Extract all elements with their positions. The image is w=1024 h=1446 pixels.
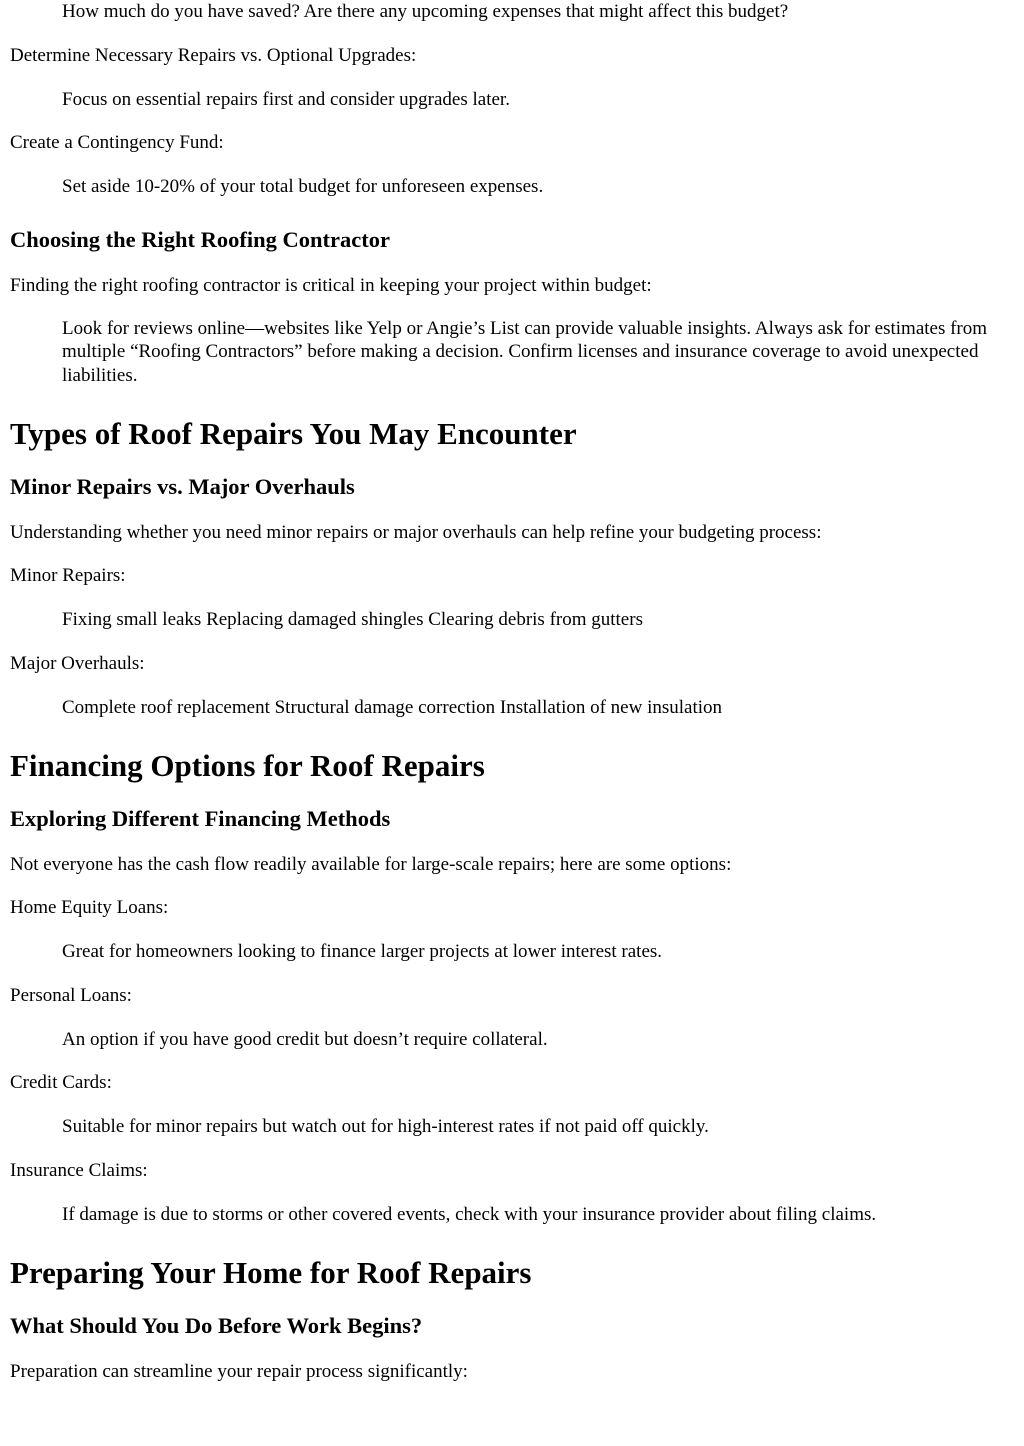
contingency-label: Create a Contingency Fund: xyxy=(10,132,224,153)
types-intro: Understanding whether you need minor repairs or major overhauls can help refine your budgeting process: xyxy=(10,522,822,543)
repairs-text: Focus on essential repairs first and consider upgrades later. xyxy=(62,88,510,110)
contractor-quote: Look for reviews online—websites like Yelp or Angie’s List can provide valuable insights. Always ask for estimates from multiple “Roofing Contractors” before making a decision. Confirm licenses and insurance coverage to avoid unexpected liabilities. xyxy=(62,317,988,386)
preparing-heading: Preparing Your Home for Roof Repairs xyxy=(10,1255,532,1290)
financing-option-label: Credit Cards: xyxy=(10,1072,112,1093)
financing-option-label: Personal Loans: xyxy=(10,984,132,1006)
financing-option-text: Suitable for minor repairs but watch out for high-interest rates if not paid off quickly. xyxy=(62,1116,709,1137)
financing-intro: Not everyone has the cash flow readily available for large-scale repairs; here are some options: xyxy=(10,854,732,875)
financing-option-text: If damage is due to storms or other covered events, check with your insurance provider about filing claims. xyxy=(62,1203,877,1225)
financing-option-label: Home Equity Loans: xyxy=(10,897,169,918)
repairs-label: Determine Necessary Repairs vs. Optional Upgrades: xyxy=(10,44,417,66)
financing-option-text: An option if you have good credit but doesn’t require collateral. xyxy=(62,1028,548,1050)
types-heading: Types of Roof Repairs You May Encounter xyxy=(10,416,577,451)
major-overhauls-text: Complete roof replacement Structural damage correction Installation of new insulation xyxy=(62,696,723,718)
preparing-intro: Preparation can streamline your repair process significantly: xyxy=(10,1361,468,1382)
financing-heading: Financing Options for Roof Repairs xyxy=(10,748,485,783)
contingency-text: Set aside 10-20% of your total budget for unforeseen expenses. xyxy=(62,176,544,197)
financing-option-text: Great for homeowners looking to finance larger projects at lower interest rates. xyxy=(62,941,663,962)
preparing-subheading: What Should You Do Before Work Begins? xyxy=(10,1313,423,1338)
financing-subheading: Exploring Different Financing Methods xyxy=(10,806,391,831)
financing-option-label: Insurance Claims: xyxy=(10,1159,148,1181)
minor-repairs-text: Fixing small leaks Replacing damaged shingles Clearing debris from gutters xyxy=(62,609,643,630)
major-overhauls-label: Major Overhauls: xyxy=(10,652,145,674)
types-subheading: Minor Repairs vs. Major Overhauls xyxy=(10,474,355,499)
contractor-intro: Finding the right roofing contractor is critical in keeping your project within budget: xyxy=(10,274,652,296)
contractor-heading: Choosing the Right Roofing Contractor xyxy=(10,226,390,252)
budget-question: How much do you have saved? Are there any upcoming expenses that might affect this budget? xyxy=(62,1,789,22)
minor-repairs-label: Minor Repairs: xyxy=(10,565,126,586)
